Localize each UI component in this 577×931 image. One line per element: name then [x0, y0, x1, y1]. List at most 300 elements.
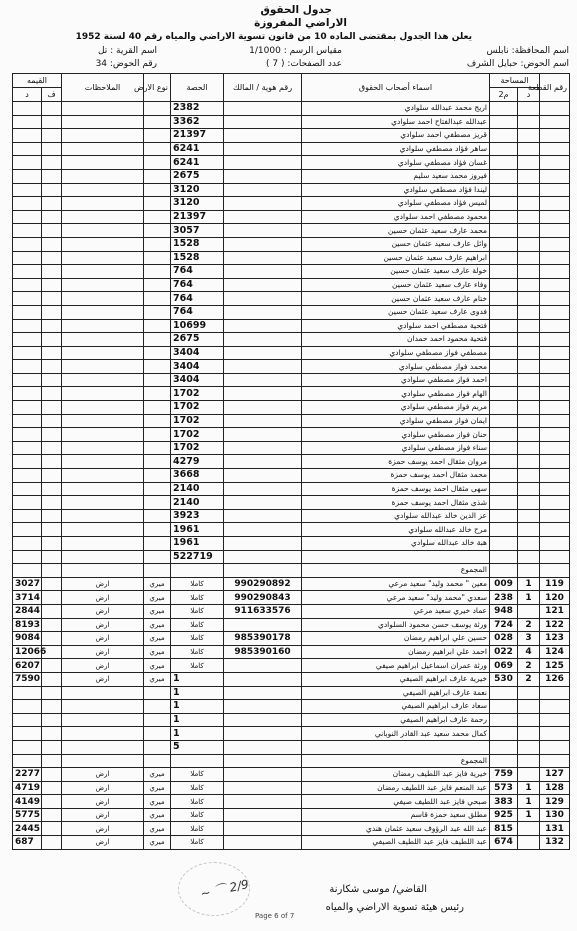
- owner-name-cell: ورثة يوسف حسن محمود السلوادي: [302, 618, 490, 632]
- value-cell: [13, 102, 42, 116]
- owner-name-cell: عبدالله عبدالفتاح احمد سلوادي: [302, 115, 490, 129]
- owner-name-cell: مروان مثقال احمد يوسف حمزة: [302, 455, 490, 469]
- area-m2-cell: [490, 564, 518, 578]
- table-row: [13, 577, 570, 591]
- doc-title: جدول الحقوق: [260, 4, 332, 16]
- col-share: الحصة: [171, 74, 224, 102]
- table-row: [13, 210, 570, 224]
- area-d-cell: [518, 265, 540, 279]
- value-f-cell: [42, 496, 62, 510]
- land-type-cell: ميري: [144, 822, 171, 836]
- col-owners: اسماء أصحاب الحقوق: [302, 74, 490, 102]
- land-type-cell: [144, 537, 171, 551]
- value-f-cell: [42, 115, 62, 129]
- notes-cell: [62, 401, 144, 415]
- share-cell: كاملا: [171, 632, 224, 646]
- share-cell: 2675: [171, 333, 224, 347]
- value-f-cell: [42, 237, 62, 251]
- parcel-cell: [540, 224, 570, 238]
- share-cell: كاملا: [171, 604, 224, 618]
- id-cell: [224, 292, 302, 306]
- area-m2-cell: [490, 237, 518, 251]
- area-m2-cell: 238: [490, 591, 518, 605]
- area-m2-cell: [490, 523, 518, 537]
- page-number: Page 6 of 7: [255, 912, 295, 920]
- area-d-cell: [518, 333, 540, 347]
- notes-cell: [62, 265, 144, 279]
- value-f-cell: [42, 224, 62, 238]
- parcel-cell: [540, 727, 570, 741]
- value-f-cell: [42, 251, 62, 265]
- value-f-cell: [42, 102, 62, 116]
- notes-cell: [62, 360, 144, 374]
- land-type-cell: [144, 401, 171, 415]
- value-f-cell: [42, 808, 62, 822]
- parcel-cell: [540, 346, 570, 360]
- share-cell: 764: [171, 305, 224, 319]
- owner-name-cell: محمد عارف سعيد عثمان حسين: [302, 224, 490, 238]
- notes-cell: [62, 156, 144, 170]
- table-row: [13, 632, 570, 646]
- id-cell: [224, 251, 302, 265]
- owner-name-cell: ابراهيم عارف سعيد عثمان حسين: [302, 251, 490, 265]
- value-f-cell: [42, 604, 62, 618]
- land-type-cell: [144, 496, 171, 510]
- notes-cell: [62, 482, 144, 496]
- owner-name-cell: المجموع: [302, 564, 490, 578]
- parcel-cell: 126: [540, 672, 570, 686]
- value-cell: [13, 115, 42, 129]
- id-cell: [224, 156, 302, 170]
- share-cell: 1702: [171, 428, 224, 442]
- land-type-cell: [144, 523, 171, 537]
- id-cell: [224, 822, 302, 836]
- owner-name-cell: سعاد عارف ابراهيم الصيفي: [302, 700, 490, 714]
- area-d-cell: [518, 169, 540, 183]
- id-cell: [224, 360, 302, 374]
- area-m2-cell: 022: [490, 645, 518, 659]
- land-type-cell: ميري: [144, 781, 171, 795]
- table-row: [13, 265, 570, 279]
- notes-cell: [62, 102, 144, 116]
- id-cell: [224, 509, 302, 523]
- value-f-cell: [42, 333, 62, 347]
- share-cell: 3404: [171, 373, 224, 387]
- area-d-cell: [518, 224, 540, 238]
- table-row: [13, 428, 570, 442]
- area-m2-cell: 724: [490, 618, 518, 632]
- owner-name-cell: عبد الله عبد الرؤوف سعيد عثمان هندي: [302, 822, 490, 836]
- value-cell: 9084: [13, 632, 42, 646]
- area-d-cell: [518, 686, 540, 700]
- notes-cell: ارض: [62, 822, 144, 836]
- value-cell: [13, 251, 42, 265]
- value-cell: 4719: [13, 781, 42, 795]
- notes-cell: [62, 686, 144, 700]
- value-cell: [13, 509, 42, 523]
- share-cell: 1: [171, 672, 224, 686]
- id-cell: [224, 768, 302, 782]
- land-type-cell: [144, 265, 171, 279]
- share-cell: 3668: [171, 469, 224, 483]
- value-cell: [13, 713, 42, 727]
- owner-name-cell: ساهر فؤاد مصطفي سلوادي: [302, 142, 490, 156]
- id-cell: [224, 115, 302, 129]
- area-d-cell: [518, 836, 540, 850]
- value-f-cell: [42, 700, 62, 714]
- parcel-cell: [540, 686, 570, 700]
- id-cell: [224, 278, 302, 292]
- land-type-cell: ميري: [144, 672, 171, 686]
- owner-name-cell: محمد فواز مصطفي سلوادي: [302, 360, 490, 374]
- value-cell: [13, 496, 42, 510]
- table-row: [13, 115, 570, 129]
- land-type-cell: [144, 102, 171, 116]
- notes-cell: [62, 224, 144, 238]
- table-row: [13, 727, 570, 741]
- table-row: [13, 768, 570, 782]
- value-cell: [13, 360, 42, 374]
- value-cell: [13, 564, 42, 578]
- owner-name-cell: سناء فواز مصطفي سلوادي: [302, 441, 490, 455]
- value-cell: 2445: [13, 822, 42, 836]
- land-type-cell: [144, 115, 171, 129]
- owner-name-cell: خيرية فايز عبد اللطيف رمضان: [302, 768, 490, 782]
- land-type-cell: [144, 197, 171, 211]
- id-cell: [224, 224, 302, 238]
- value-cell: 6207: [13, 659, 42, 673]
- land-type-cell: ميري: [144, 618, 171, 632]
- owner-name-cell: خولة عارف سعيد عثمان حسين: [302, 265, 490, 279]
- parcel-cell: [540, 401, 570, 415]
- area-m2-cell: [490, 197, 518, 211]
- land-type-cell: [144, 169, 171, 183]
- parcel-cell: [540, 482, 570, 496]
- share-cell: كاملا: [171, 577, 224, 591]
- village: اسم القرية : تل: [97, 46, 157, 56]
- area-m2-cell: 925: [490, 808, 518, 822]
- table-row: [13, 604, 570, 618]
- parcel-cell: [540, 197, 570, 211]
- value-cell: [13, 346, 42, 360]
- id-cell: [224, 428, 302, 442]
- area-m2-cell: [490, 509, 518, 523]
- basin-name: اسم الحوض: حبايل الشرف: [466, 59, 569, 69]
- share-cell: [171, 564, 224, 578]
- land-type-cell: ميري: [144, 808, 171, 822]
- col-value-f: ف: [42, 88, 62, 102]
- share-cell: 1702: [171, 387, 224, 401]
- notes-cell: [62, 319, 144, 333]
- notes-cell: [62, 210, 144, 224]
- owner-name-cell: عبد المنعم فايز عبد اللطيف رمضان: [302, 781, 490, 795]
- law-line: يعلن هذا الجدول بمقتضى الماده 10 من قانون تسوية الاراضي والمياه رقم 40 لسنة 1952: [75, 32, 472, 42]
- id-cell: [224, 414, 302, 428]
- table-row: [13, 808, 570, 822]
- area-m2-cell: [490, 713, 518, 727]
- notes-cell: [62, 373, 144, 387]
- value-cell: [13, 700, 42, 714]
- share-cell: كاملا: [171, 591, 224, 605]
- owner-name-cell: سعدي "محمد وليد" سعيد مرعي: [302, 591, 490, 605]
- area-d-cell: [518, 115, 540, 129]
- notes-cell: [62, 115, 144, 129]
- rights-table: [12, 73, 570, 850]
- area-m2-cell: [490, 278, 518, 292]
- area-m2-cell: 028: [490, 632, 518, 646]
- owner-name-cell: عبد اللطيف فايز عبد اللطيف الصيفي: [302, 836, 490, 850]
- notes-cell: ارض: [62, 632, 144, 646]
- notes-cell: [62, 564, 144, 578]
- owner-name-cell: المجموع: [302, 754, 490, 768]
- table-row: [13, 496, 570, 510]
- value-cell: 7590: [13, 672, 42, 686]
- owner-name-cell: حسين علي ابراهيم رمضان: [302, 632, 490, 646]
- land-type-cell: [144, 441, 171, 455]
- area-d-cell: 1: [518, 781, 540, 795]
- parcel-cell: [540, 360, 570, 374]
- notes-cell: [62, 333, 144, 347]
- value-f-cell: [42, 781, 62, 795]
- id-cell: [224, 740, 302, 754]
- area-d-cell: [518, 754, 540, 768]
- land-type-cell: [144, 700, 171, 714]
- value-f-cell: [42, 509, 62, 523]
- value-f-cell: [42, 577, 62, 591]
- id-cell: 985390160: [224, 645, 302, 659]
- table-row: [13, 333, 570, 347]
- share-cell: [171, 754, 224, 768]
- parcel-cell: [540, 333, 570, 347]
- share-cell: كاملا: [171, 768, 224, 782]
- area-m2-cell: [490, 115, 518, 129]
- table-row: [13, 441, 570, 455]
- parcel-cell: [540, 564, 570, 578]
- land-type-cell: [144, 550, 171, 564]
- parcel-cell: [540, 740, 570, 754]
- notes-cell: [62, 197, 144, 211]
- notes-cell: [62, 496, 144, 510]
- share-cell: 10699: [171, 319, 224, 333]
- owner-name-cell: لميس فؤاد مصطفي سلوادي: [302, 197, 490, 211]
- id-cell: [224, 237, 302, 251]
- area-d-cell: [518, 768, 540, 782]
- parcel-cell: 127: [540, 768, 570, 782]
- area-m2-cell: [490, 265, 518, 279]
- table-row: [13, 414, 570, 428]
- col-area: المساحة: [490, 74, 540, 88]
- share-cell: 1: [171, 727, 224, 741]
- value-cell: [13, 455, 42, 469]
- table-row: [13, 645, 570, 659]
- area-m2-cell: [490, 292, 518, 306]
- value-cell: [13, 550, 42, 564]
- id-cell: [224, 795, 302, 809]
- area-d-cell: [518, 822, 540, 836]
- area-m2-cell: [490, 333, 518, 347]
- area-m2-cell: [490, 387, 518, 401]
- id-cell: [224, 129, 302, 143]
- parcel-cell: [540, 700, 570, 714]
- doc-subtitle: الاراضي المفروزة: [254, 17, 347, 29]
- parcel-cell: 132: [540, 836, 570, 850]
- parcel-cell: 128: [540, 781, 570, 795]
- owner-name-cell: فدوى عارف سعيد عثمان حسين: [302, 305, 490, 319]
- share-cell: 1961: [171, 523, 224, 537]
- parcel-cell: [540, 509, 570, 523]
- area-d-cell: [518, 441, 540, 455]
- value-cell: [13, 237, 42, 251]
- area-m2-cell: [490, 740, 518, 754]
- value-cell: 4149: [13, 795, 42, 809]
- land-type-cell: [144, 713, 171, 727]
- parcel-cell: [540, 537, 570, 551]
- table-row: [13, 169, 570, 183]
- land-type-cell: [144, 740, 171, 754]
- value-f-cell: [42, 550, 62, 564]
- id-cell: [224, 387, 302, 401]
- share-cell: كاملا: [171, 781, 224, 795]
- land-type-cell: ميري: [144, 604, 171, 618]
- area-m2-cell: 573: [490, 781, 518, 795]
- parcel-cell: 123: [540, 632, 570, 646]
- share-cell: 3120: [171, 197, 224, 211]
- land-type-cell: [144, 428, 171, 442]
- table-row: [13, 754, 570, 768]
- id-cell: [224, 781, 302, 795]
- id-cell: [224, 333, 302, 347]
- value-f-cell: [42, 414, 62, 428]
- area-d-cell: [518, 237, 540, 251]
- area-m2-cell: [490, 251, 518, 265]
- value-f-cell: [42, 768, 62, 782]
- area-m2-cell: [490, 428, 518, 442]
- chair-title: رئيس هيئة تسوية الاراضي والمياه: [325, 902, 464, 913]
- area-d-cell: [518, 713, 540, 727]
- col-value: القيمه: [13, 74, 62, 88]
- notes-cell: ارض: [62, 645, 144, 659]
- notes-cell: [62, 455, 144, 469]
- area-d-cell: [518, 482, 540, 496]
- notes-cell: ارض: [62, 672, 144, 686]
- owner-name-cell: فيروز محمد سعيد سليم: [302, 169, 490, 183]
- value-cell: [13, 523, 42, 537]
- table-row: [13, 183, 570, 197]
- area-d-cell: [518, 537, 540, 551]
- parcel-cell: [540, 102, 570, 116]
- share-cell: 3120: [171, 183, 224, 197]
- value-cell: [13, 428, 42, 442]
- table-row: [13, 659, 570, 673]
- value-f-cell: [42, 632, 62, 646]
- land-type-cell: [144, 319, 171, 333]
- area-m2-cell: [490, 319, 518, 333]
- value-cell: [13, 183, 42, 197]
- share-cell: 1702: [171, 414, 224, 428]
- area-m2-cell: [490, 129, 518, 143]
- table-row: [13, 550, 570, 564]
- share-cell: 6241: [171, 142, 224, 156]
- area-d-cell: [518, 401, 540, 415]
- id-cell: [224, 482, 302, 496]
- notes-cell: [62, 469, 144, 483]
- parcel-cell: [540, 455, 570, 469]
- id-cell: [224, 808, 302, 822]
- area-m2-cell: [490, 373, 518, 387]
- value-cell: 3027: [13, 577, 42, 591]
- value-f-cell: [42, 754, 62, 768]
- parcel-cell: 131: [540, 822, 570, 836]
- col-area-d: د: [518, 88, 540, 102]
- notes-cell: ارض: [62, 808, 144, 822]
- id-cell: [224, 537, 302, 551]
- parcel-cell: 125: [540, 659, 570, 673]
- table-row: [13, 129, 570, 143]
- land-type-cell: [144, 183, 171, 197]
- owner-name-cell: ورثة عمران اسماعيل ابراهيم صيفي: [302, 659, 490, 673]
- parcel-cell: [540, 129, 570, 143]
- table-row: [13, 523, 570, 537]
- id-cell: [224, 142, 302, 156]
- area-m2-cell: 759: [490, 768, 518, 782]
- notes-cell: ارض: [62, 577, 144, 591]
- value-f-cell: [42, 142, 62, 156]
- share-cell: 3362: [171, 115, 224, 129]
- owner-name-cell: فتحية محمود احمد حمدان: [302, 333, 490, 347]
- area-d-cell: [518, 360, 540, 374]
- table-row: [13, 509, 570, 523]
- table-row: [13, 360, 570, 374]
- area-d-cell: [518, 414, 540, 428]
- owner-name-cell: خيرية عارف ابراهيم الصيفي: [302, 672, 490, 686]
- land-type-cell: [144, 455, 171, 469]
- area-d-cell: 2: [518, 618, 540, 632]
- area-m2-cell: 009: [490, 577, 518, 591]
- land-type-cell: ميري: [144, 768, 171, 782]
- share-cell: 2382: [171, 102, 224, 116]
- notes-cell: ارض: [62, 591, 144, 605]
- area-d-cell: [518, 469, 540, 483]
- id-cell: [224, 401, 302, 415]
- area-m2-cell: [490, 360, 518, 374]
- value-cell: [13, 740, 42, 754]
- parcel-cell: 124: [540, 645, 570, 659]
- value-cell: 5775: [13, 808, 42, 822]
- parcel-cell: [540, 265, 570, 279]
- id-cell: [224, 700, 302, 714]
- share-cell: 3404: [171, 346, 224, 360]
- owner-name-cell: محمد مثقال احمد يوسف حمزة: [302, 469, 490, 483]
- area-d-cell: 2: [518, 672, 540, 686]
- share-cell: 3057: [171, 224, 224, 238]
- notes-cell: ارض: [62, 618, 144, 632]
- id-cell: [224, 346, 302, 360]
- value-cell: [13, 129, 42, 143]
- table-row: [13, 319, 570, 333]
- share-cell: كاملا: [171, 618, 224, 632]
- value-cell: [13, 373, 42, 387]
- land-type-cell: ميري: [144, 632, 171, 646]
- notes-cell: [62, 142, 144, 156]
- share-cell: 2675: [171, 169, 224, 183]
- parcel-cell: [540, 319, 570, 333]
- share-cell: كاملا: [171, 795, 224, 809]
- id-cell: 911633576: [224, 604, 302, 618]
- share-cell: 1702: [171, 441, 224, 455]
- table-row: [13, 373, 570, 387]
- value-f-cell: [42, 795, 62, 809]
- value-f-cell: [42, 822, 62, 836]
